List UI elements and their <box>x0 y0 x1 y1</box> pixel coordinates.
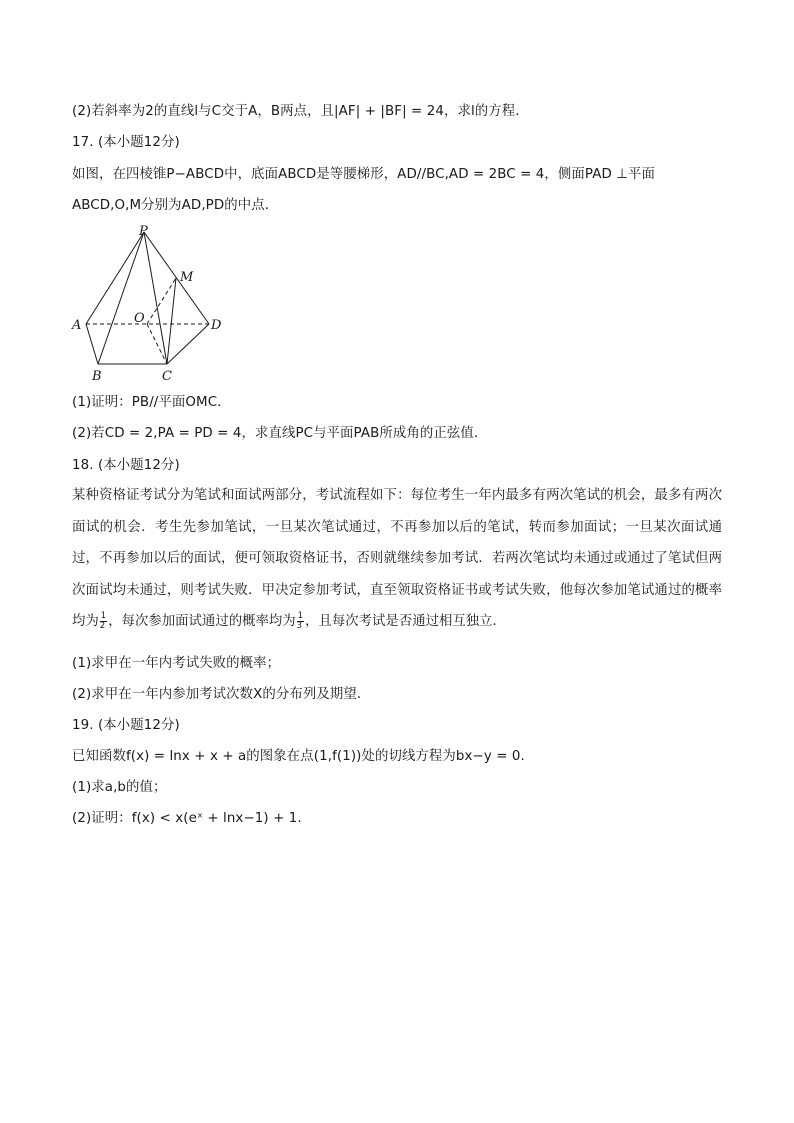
label-D: D <box>211 318 222 333</box>
fraction-one-half: $\frac{1}{2}$ <box>99 610 107 631</box>
label-B: B <box>92 369 102 384</box>
pyramid-figure <box>70 222 230 384</box>
q18-part2: (2)求甲在一年内参加考试次数X的分布列及期望． <box>72 687 371 702</box>
pyramid-diagram <box>70 222 230 384</box>
q19-part2: (2)证明：f(x) < x(eˣ + lnx−1) + 1. <box>72 811 302 826</box>
q18-stem-end: ，且每次考试是否通过相互独立． <box>305 614 506 629</box>
label-C: C <box>162 369 172 384</box>
edge-CD <box>167 324 209 364</box>
q18-stem-mid: ，每次参加面试通过的概率均为 <box>108 614 296 629</box>
label-A: A <box>72 318 82 333</box>
fraction-one-third: $\frac{1}{3}$ <box>296 610 304 631</box>
q18-stem-main: 某种资格证考试分为笔试和面试两部分，考试流程如下：每位考生一年内最多有两次笔试的机会，最多有两次面试的机会．考生先参加笔试，一旦某次笔试通过，不再参加以后的笔试，转而参加面试；一旦某次面试通过，不再参加以后的面试，便可领取资格证书，否则就继续参加考试．若两次笔试均未通过或通过了笔试但两次面试均未通过，则考试失败．甲决定参加考试，直至领取资格证书或考试失败，他每次参加笔试通过的概率均为 <box>72 488 722 629</box>
q16-part2: (2)若斜率为2的直线l与C交于A，B两点，且|AF| + |BF| = 24，求l的方程． <box>72 104 529 119</box>
edge-AB <box>86 324 98 364</box>
label-O: O <box>134 311 145 326</box>
label-P: P <box>139 224 148 239</box>
edge-PD <box>144 232 209 324</box>
q17-part1: (1)证明：PB//平面OMC． <box>72 395 231 410</box>
q17-header: 17. (本小题12分) <box>72 135 180 150</box>
q18-stem <box>72 480 722 638</box>
segment-CM <box>167 278 176 364</box>
q17-stem-line1: 如图，在四棱锥P−ABCD中，底面ABCD是等腰梯形，AD//BC,AD = 2BC = 4，侧面PAD ⊥平面 <box>72 167 655 182</box>
q19-header: 19. (本小题12分) <box>72 718 180 733</box>
q18-part1: (1)求甲在一年内考试失败的概率； <box>72 656 281 671</box>
q17-stem-line2: ABCD,O,M分别为AD,PD的中点． <box>72 198 279 213</box>
q18-header: 18. (本小题12分) <box>72 458 180 473</box>
label-M: M <box>180 270 194 285</box>
q19-part1: (1)求a,b的值； <box>72 780 167 795</box>
q19-stem: 已知函数f(x) = lnx + x + a的图象在点(1,f(1))处的切线方程为bx−y = 0. <box>72 749 525 764</box>
edge-PB <box>98 232 144 364</box>
q17-part2: (2)若CD = 2,PA = PD = 4，求直线PC与平面PAB所成角的正弦值． <box>72 426 488 441</box>
